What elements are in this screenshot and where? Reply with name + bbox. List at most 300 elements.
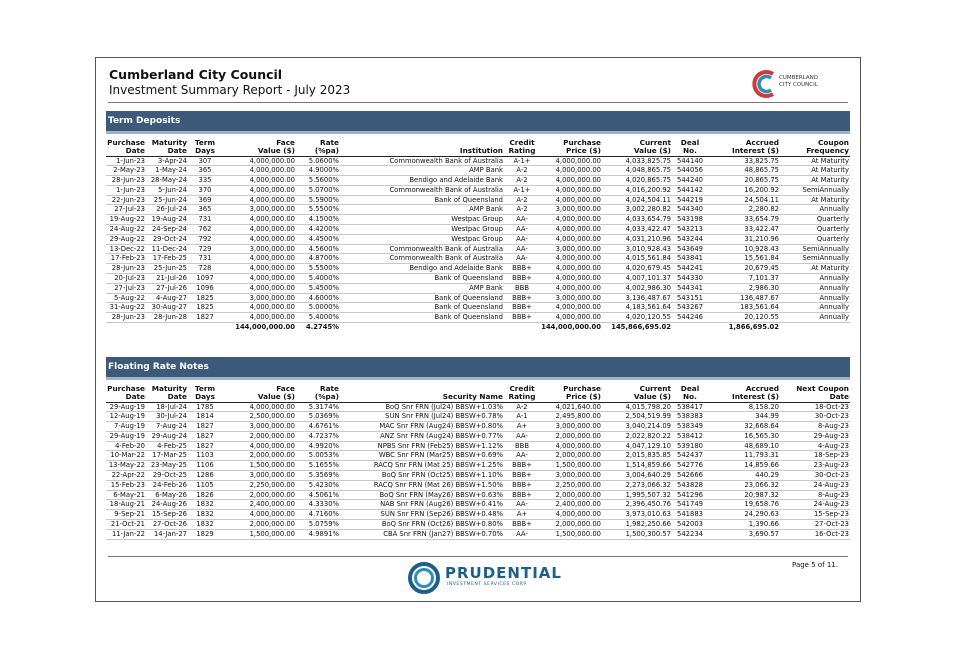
cell-accrued-interest: 3,690.57 (708, 529, 780, 539)
cell-rate: 4.6761% (296, 422, 340, 432)
cell-purchase-date: 27-Jul-23 (106, 283, 146, 293)
cell-rate: 4.7237% (296, 431, 340, 441)
cell-coupon-frequency: Annually (780, 313, 850, 323)
cell-maturity-date: 19-Aug-24 (146, 215, 188, 225)
cell-coupon-frequency: Annually (780, 303, 850, 313)
cell-face-value: 3,000,000.00 (222, 422, 296, 432)
cell-security-name: NPBS Snr FRN (Feb25) BBSW+1.12% (340, 441, 504, 451)
cell-face-value: 4,000,000.00 (222, 441, 296, 451)
cell-purchase-price: 4,000,000.00 (540, 215, 602, 225)
col-header-institution: Institution (340, 134, 504, 156)
cell-rate: 5.0759% (296, 520, 340, 530)
cell-current-value: 4,015,561.84 (602, 254, 672, 264)
col-header-accrued-interest (708, 134, 780, 156)
cell-security-name: WBC Snr FRN (Mar25) BBSW+0.69% (340, 451, 504, 461)
cell-current-value: 1,514,859.66 (602, 461, 672, 471)
cell-credit-rating: AA- (504, 431, 540, 441)
cell-security-name: CBA Snr FRN (Jan27) BBSW+0.70% (340, 529, 504, 539)
cell-purchase-date: 29-Aug-19 (106, 402, 146, 412)
cell-current-value: 2,022,820.22 (602, 431, 672, 441)
cell-accrued-interest: 24,504.11 (708, 195, 780, 205)
cell-maturity-date: 29-Oct-24 (146, 234, 188, 244)
cell-next-coupon-date: 18-Oct-23 (780, 402, 850, 412)
cell-rate: 5.5500% (296, 205, 340, 215)
cell-deal-no: 538412 (672, 431, 708, 441)
logo-text (779, 75, 818, 88)
cell-current-value: 4,033,825.75 (602, 156, 672, 166)
cell-coupon-frequency: Quarterly (780, 225, 850, 235)
table-row (106, 303, 850, 313)
table-row (106, 441, 850, 451)
cell-maturity-date: 14-Jan-27 (146, 529, 188, 539)
term-deposits-header-row (106, 134, 850, 156)
table-row (106, 500, 850, 510)
cell-coupon-frequency: Annually (780, 283, 850, 293)
col-header-line: Date (167, 146, 187, 155)
cell-accrued-interest: 10,928.43 (708, 244, 780, 254)
cell-face-value: 4,000,000.00 (222, 313, 296, 323)
cell-face-value: 4,000,000.00 (222, 303, 296, 313)
cell-rate: 5.3569% (296, 471, 340, 481)
cell-term-days: 365 (188, 205, 222, 215)
cell-term-days: 1286 (188, 471, 222, 481)
cell-deal-no: 543213 (672, 225, 708, 235)
col-header-current-value (602, 380, 672, 402)
term-deposits-title: Term Deposits (106, 111, 850, 131)
cell-purchase-price: 1,500,000.00 (540, 529, 602, 539)
cell-face-value: 4,000,000.00 (222, 225, 296, 235)
cell-term-days: 1832 (188, 500, 222, 510)
cell-maturity-date: 30-Aug-27 (146, 303, 188, 313)
cell-credit-rating: A+ (504, 422, 540, 432)
cell-term-days: 1827 (188, 441, 222, 451)
cell-current-value: 3,136,487.67 (602, 293, 672, 303)
cell-purchase-price: 3,000,000.00 (540, 422, 602, 432)
col-header-credit-rating (504, 134, 540, 156)
cell-maturity-date: 27-Jul-26 (146, 283, 188, 293)
total-empty-cell (672, 323, 708, 332)
cell-purchase-price: 4,000,000.00 (540, 303, 602, 313)
col-header-line: Term (194, 137, 216, 147)
cell-rate: 5.0369% (296, 412, 340, 422)
cell-maturity-date: 18-Jul-24 (146, 402, 188, 412)
col-header-line: Maturity (151, 137, 187, 147)
col-header-term-days (188, 134, 222, 156)
cell-term-days: 1097 (188, 274, 222, 284)
cell-maturity-date: 27-Oct-26 (146, 520, 188, 530)
cell-credit-rating: A-1+ (504, 156, 540, 166)
cell-institution: Commonwealth Bank of Australia (340, 156, 504, 166)
cell-term-days: 1785 (188, 402, 222, 412)
cell-purchase-price: 4,000,000.00 (540, 166, 602, 176)
cell-deal-no: 544056 (672, 166, 708, 176)
cell-accrued-interest: 24,290.63 (708, 510, 780, 520)
cell-purchase-date: 13-May-22 (106, 461, 146, 471)
cell-accrued-interest: 15,561.84 (708, 254, 780, 264)
cell-current-value: 2,015,835.85 (602, 451, 672, 461)
cell-coupon-frequency: At Maturity (780, 176, 850, 186)
col-header-line: Date (125, 392, 145, 401)
cell-deal-no: 544340 (672, 205, 708, 215)
cell-credit-rating: A+ (504, 510, 540, 520)
cell-credit-rating: BBB+ (504, 303, 540, 313)
cell-accrued-interest: 33,825.75 (708, 156, 780, 166)
cell-security-name: ANZ Snr FRN (Aug24) BBSW+0.77% (340, 431, 504, 441)
cell-rate: 4.7160% (296, 510, 340, 520)
cell-term-days: 728 (188, 264, 222, 274)
table-row (106, 166, 850, 176)
cell-current-value: 1,982,250.66 (602, 520, 672, 530)
cell-accrued-interest: 48,865.75 (708, 166, 780, 176)
cell-accrued-interest: 16,200.92 (708, 185, 780, 195)
cell-deal-no: 543244 (672, 234, 708, 244)
cell-deal-no: 544219 (672, 195, 708, 205)
header-divider (108, 102, 848, 103)
cell-credit-rating: A-2 (504, 402, 540, 412)
cell-credit-rating: BBB+ (504, 313, 540, 323)
cell-maturity-date: 29-Aug-24 (146, 431, 188, 441)
total-empty-cell (340, 323, 504, 332)
cell-rate: 4.6000% (296, 293, 340, 303)
col-header-accrued-interest (708, 380, 780, 402)
cell-coupon-frequency: Quarterly (780, 215, 850, 225)
cell-term-days: 1106 (188, 461, 222, 471)
col-header-purchase-price (540, 134, 602, 156)
cell-purchase-price: 3,000,000.00 (540, 471, 602, 481)
cell-purchase-date: 17-Feb-23 (106, 254, 146, 264)
cell-current-value: 3,040,214.09 (602, 422, 672, 432)
cell-next-coupon-date: 8-Aug-23 (780, 490, 850, 500)
cell-institution: Bendigo and Adelaide Bank (340, 264, 504, 274)
cell-rate: 4.1500% (296, 215, 340, 225)
cell-purchase-price: 2,250,000.00 (540, 480, 602, 490)
cell-coupon-frequency: Annually (780, 205, 850, 215)
cell-credit-rating: AA- (504, 529, 540, 539)
cell-rate: 5.0600% (296, 156, 340, 166)
cell-credit-rating: A-1+ (504, 185, 540, 195)
cell-credit-rating: AA- (504, 244, 540, 254)
cell-term-days: 1827 (188, 313, 222, 323)
cell-purchase-date: 6-May-21 (106, 490, 146, 500)
col-header-line: Price ($) (565, 146, 601, 155)
cell-term-days: 1832 (188, 510, 222, 520)
page-number: Page 5 of 11. (792, 561, 838, 569)
cell-face-value: 2,000,000.00 (222, 490, 296, 500)
total-purchase-price: 144,000,000.00 (541, 323, 601, 332)
cell-accrued-interest: 2,986.30 (708, 283, 780, 293)
prudential-subtitle: INVESTMENT SERVICES CORP (447, 582, 527, 587)
cell-deal-no: 544241 (672, 264, 708, 274)
cell-rate: 5.0000% (296, 303, 340, 313)
cell-rate: 5.4230% (296, 480, 340, 490)
cell-next-coupon-date: 24-Aug-23 (780, 480, 850, 490)
cell-face-value: 4,000,000.00 (222, 166, 296, 176)
cell-maturity-date: 4-Feb-25 (146, 441, 188, 451)
cell-face-value: 4,000,000.00 (222, 254, 296, 264)
cell-next-coupon-date: 8-Aug-23 (780, 422, 850, 432)
cell-face-value: 4,000,000.00 (222, 402, 296, 412)
col-header-line: Face (276, 137, 295, 147)
cell-rate: 4.4500% (296, 234, 340, 244)
cell-coupon-frequency: SemiAnnually (780, 185, 850, 195)
cell-face-value: 2,400,000.00 (222, 500, 296, 510)
col-header-line: Rating (508, 146, 536, 155)
cell-security-name: MAC Snr FRN (Aug24) BBSW+0.80% (340, 422, 504, 432)
cell-face-value: 2,500,000.00 (222, 412, 296, 422)
table-row (106, 264, 850, 274)
cell-coupon-frequency: At Maturity (780, 264, 850, 274)
footer-divider (108, 556, 848, 557)
col-header-next-coupon-date (780, 380, 850, 402)
cell-coupon-frequency: SemiAnnually (780, 254, 850, 264)
cell-purchase-date: 13-Dec-22 (106, 244, 146, 254)
col-header-line: Days (195, 392, 215, 401)
cell-security-name: BoQ Snr FRN (Oct26) BBSW+0.80% (340, 520, 504, 530)
total-accrued-interest: 1,866,695.02 (708, 323, 780, 332)
cell-accrued-interest: 20,865.75 (708, 176, 780, 186)
cell-purchase-date: 29-Aug-22 (106, 234, 146, 244)
col-header-line: Maturity (151, 383, 187, 393)
table-row (106, 510, 850, 520)
cell-face-value: 4,000,000.00 (222, 510, 296, 520)
cell-purchase-price: 4,000,000.00 (540, 313, 602, 323)
cell-current-value: 2,273,066.32 (602, 480, 672, 490)
totals-row (106, 323, 850, 332)
col-header-line: Purchase (107, 383, 145, 393)
cell-next-coupon-date: 27-Oct-23 (780, 520, 850, 530)
cell-term-days: 335 (188, 176, 222, 186)
cell-credit-rating: BBB+ (504, 480, 540, 490)
cell-purchase-price: 4,000,000.00 (540, 176, 602, 186)
col-header-line: Face (276, 383, 295, 393)
col-header-line: (%pa) (314, 146, 339, 155)
cell-term-days: 1826 (188, 490, 222, 500)
logo-text-line2: CITY COUNCIL (779, 81, 818, 88)
cell-deal-no: 544240 (672, 176, 708, 186)
cell-security-name: SUN Snr FRN (Jul24) BBSW+0.78% (340, 412, 504, 422)
col-header-maturity-date (146, 134, 188, 156)
report-subtitle: Investment Summary Report - July 2023 (109, 83, 351, 97)
cell-purchase-price: 4,000,000.00 (540, 510, 602, 520)
cell-institution: Bank of Queensland (340, 274, 504, 284)
cell-deal-no: 543198 (672, 215, 708, 225)
cell-accrued-interest: 1,390.66 (708, 520, 780, 530)
cell-institution: Westpac Group (340, 215, 504, 225)
cell-purchase-date: 2-May-23 (106, 166, 146, 176)
term-deposits-section (106, 111, 850, 332)
cell-term-days: 1096 (188, 283, 222, 293)
col-header-line: Purchase (107, 137, 145, 147)
cell-rate: 4.3330% (296, 500, 340, 510)
cell-rate: 5.4000% (296, 313, 340, 323)
total-current-value: 145,866,695.02 (602, 323, 672, 332)
cell-purchase-date: 28-Jun-23 (106, 264, 146, 274)
col-header-purchase-date (106, 134, 146, 156)
col-header-credit-rating (504, 380, 540, 402)
cell-accrued-interest: 136,487.67 (708, 293, 780, 303)
table-row (106, 480, 850, 490)
cell-credit-rating: BBB+ (504, 274, 540, 284)
table-row (106, 283, 850, 293)
cell-deal-no: 544246 (672, 313, 708, 323)
cell-current-value: 4,016,200.92 (602, 185, 672, 195)
cell-purchase-date: 20-Jul-23 (106, 274, 146, 284)
col-header-line: Date (167, 392, 187, 401)
cell-rate: 5.5900% (296, 195, 340, 205)
cell-term-days: 1825 (188, 293, 222, 303)
cell-deal-no: 543267 (672, 303, 708, 313)
cell-accrued-interest: 20,987.32 (708, 490, 780, 500)
cell-maturity-date: 11-Dec-24 (146, 244, 188, 254)
col-header-line: Next Coupon (796, 383, 849, 393)
cell-rate: 5.4000% (296, 274, 340, 284)
cell-current-value: 3,004,640.29 (602, 471, 672, 481)
cell-term-days: 369 (188, 195, 222, 205)
report-page (95, 57, 861, 602)
cell-security-name: BoQ Snr FRN (Jul24) BBSW+1.03% (340, 402, 504, 412)
cell-coupon-frequency: At Maturity (780, 166, 850, 176)
table-row (106, 412, 850, 422)
cell-term-days: 370 (188, 185, 222, 195)
cell-credit-rating: A-1 (504, 412, 540, 422)
cell-accrued-interest: 33,422.47 (708, 225, 780, 235)
cell-purchase-date: 5-Aug-22 (106, 293, 146, 303)
cell-current-value: 4,020,865.75 (602, 176, 672, 186)
cell-credit-rating: AA- (504, 254, 540, 264)
cell-current-value: 4,031,210.96 (602, 234, 672, 244)
cell-maturity-date: 17-Mar-25 (146, 451, 188, 461)
cell-security-name: BoQ Snr FRN (May26) BBSW+0.63% (340, 490, 504, 500)
cell-deal-no: 541749 (672, 500, 708, 510)
col-header-line: Value ($) (257, 146, 295, 155)
cell-current-value: 1,500,300.57 (602, 529, 672, 539)
cell-institution: Westpac Group (340, 234, 504, 244)
table-row (106, 461, 850, 471)
cell-deal-no: 541296 (672, 490, 708, 500)
cell-current-value: 4,183,561.64 (602, 303, 672, 313)
cell-purchase-date: 11-Jan-22 (106, 529, 146, 539)
col-header-line: Date (829, 392, 849, 401)
total-empty-cell (188, 323, 222, 332)
cell-accrued-interest: 2,280.82 (708, 205, 780, 215)
table-row (106, 195, 850, 205)
cell-accrued-interest: 8,158.20 (708, 402, 780, 412)
cell-purchase-date: 10-Mar-22 (106, 451, 146, 461)
col-header-line: Purchase (563, 383, 601, 393)
council-title: Cumberland City Council (109, 67, 283, 82)
cell-deal-no: 543841 (672, 254, 708, 264)
cell-institution: Bank of Queensland (340, 293, 504, 303)
cell-accrued-interest: 16,565.30 (708, 431, 780, 441)
col-header-term-days (188, 380, 222, 402)
table-row (106, 244, 850, 254)
cell-deal-no: 538383 (672, 412, 708, 422)
cell-accrued-interest: 31,210.96 (708, 234, 780, 244)
cell-credit-rating: AA- (504, 500, 540, 510)
col-header-purchase-price (540, 380, 602, 402)
cell-credit-rating: A-2 (504, 195, 540, 205)
cell-purchase-price: 4,000,000.00 (540, 254, 602, 264)
cell-deal-no: 538417 (672, 402, 708, 412)
cell-face-value: 4,000,000.00 (222, 185, 296, 195)
cell-credit-rating: BBB+ (504, 520, 540, 530)
cell-face-value: 4,000,000.00 (222, 176, 296, 186)
cell-purchase-date: 24-Aug-22 (106, 225, 146, 235)
cell-rate: 5.0053% (296, 451, 340, 461)
cell-purchase-date: 28-Jun-23 (106, 176, 146, 186)
cell-maturity-date: 25-Jun-24 (146, 195, 188, 205)
col-header-line: Rating (508, 392, 536, 401)
cell-accrued-interest: 20,120.55 (708, 313, 780, 323)
cell-deal-no: 539180 (672, 441, 708, 451)
cell-maturity-date: 28-May-24 (146, 176, 188, 186)
cell-accrued-interest: 7,101.37 (708, 274, 780, 284)
cell-credit-rating: A-2 (504, 205, 540, 215)
cell-current-value: 4,048,865.75 (602, 166, 672, 176)
frn-section (106, 357, 850, 540)
cell-face-value: 4,000,000.00 (222, 274, 296, 284)
col-header-line: Term (194, 383, 216, 393)
prudential-name: PRUDENTIAL (445, 564, 562, 582)
cell-accrued-interest: 23,066.32 (708, 480, 780, 490)
cell-face-value: 4,000,000.00 (222, 234, 296, 244)
cell-term-days: 1103 (188, 451, 222, 461)
cell-purchase-price: 4,000,000.00 (540, 225, 602, 235)
col-header-line: Price ($) (565, 392, 601, 401)
cell-purchase-price: 3,000,000.00 (540, 205, 602, 215)
cell-rate: 5.0700% (296, 185, 340, 195)
col-header-security-name: Security Name (340, 380, 504, 402)
cell-term-days: 1825 (188, 303, 222, 313)
cell-institution: AMP Bank (340, 166, 504, 176)
cell-deal-no: 544330 (672, 274, 708, 284)
cell-term-days: 1814 (188, 412, 222, 422)
cell-current-value: 2,504,519.99 (602, 412, 672, 422)
cell-accrued-interest: 33,654.79 (708, 215, 780, 225)
cell-maturity-date: 4-Aug-27 (146, 293, 188, 303)
cell-security-name: RACQ Snr FRN (Mat 25) BBSW+1.25% (340, 461, 504, 471)
cell-current-value: 2,396,450.76 (602, 500, 672, 510)
cell-accrued-interest: 183,561.64 (708, 303, 780, 313)
col-header-line: Rate (320, 137, 339, 147)
cell-deal-no: 543828 (672, 480, 708, 490)
cell-face-value: 4,000,000.00 (222, 283, 296, 293)
cell-rate: 4.9920% (296, 441, 340, 451)
cell-purchase-date: 22-Apr-22 (106, 471, 146, 481)
table-row (106, 451, 850, 461)
cell-institution: Commonwealth Bank of Australia (340, 254, 504, 264)
col-header-line: Days (195, 146, 215, 155)
table-row (106, 431, 850, 441)
cell-accrued-interest: 440.29 (708, 471, 780, 481)
col-header-deal-no: Deal No. (672, 134, 708, 156)
col-header-line: Coupon (818, 137, 849, 147)
cell-term-days: 1827 (188, 422, 222, 432)
cell-accrued-interest: 32,668.64 (708, 422, 780, 432)
cell-deal-no: 543151 (672, 293, 708, 303)
cell-security-name: NAB Snr FRN (Aug26) BBSW+0.41% (340, 500, 504, 510)
cell-purchase-date: 15-Feb-23 (106, 480, 146, 490)
cell-current-value: 4,007,101.37 (602, 274, 672, 284)
cell-coupon-frequency: Quarterly (780, 234, 850, 244)
cell-face-value: 4,000,000.00 (222, 264, 296, 274)
table-row (106, 156, 850, 166)
cell-purchase-price: 4,000,000.00 (540, 195, 602, 205)
cell-institution: Bank of Queensland (340, 313, 504, 323)
cell-term-days: 307 (188, 156, 222, 166)
cell-current-value: 4,047,129.10 (602, 441, 672, 451)
col-header-purchase-date (106, 380, 146, 402)
